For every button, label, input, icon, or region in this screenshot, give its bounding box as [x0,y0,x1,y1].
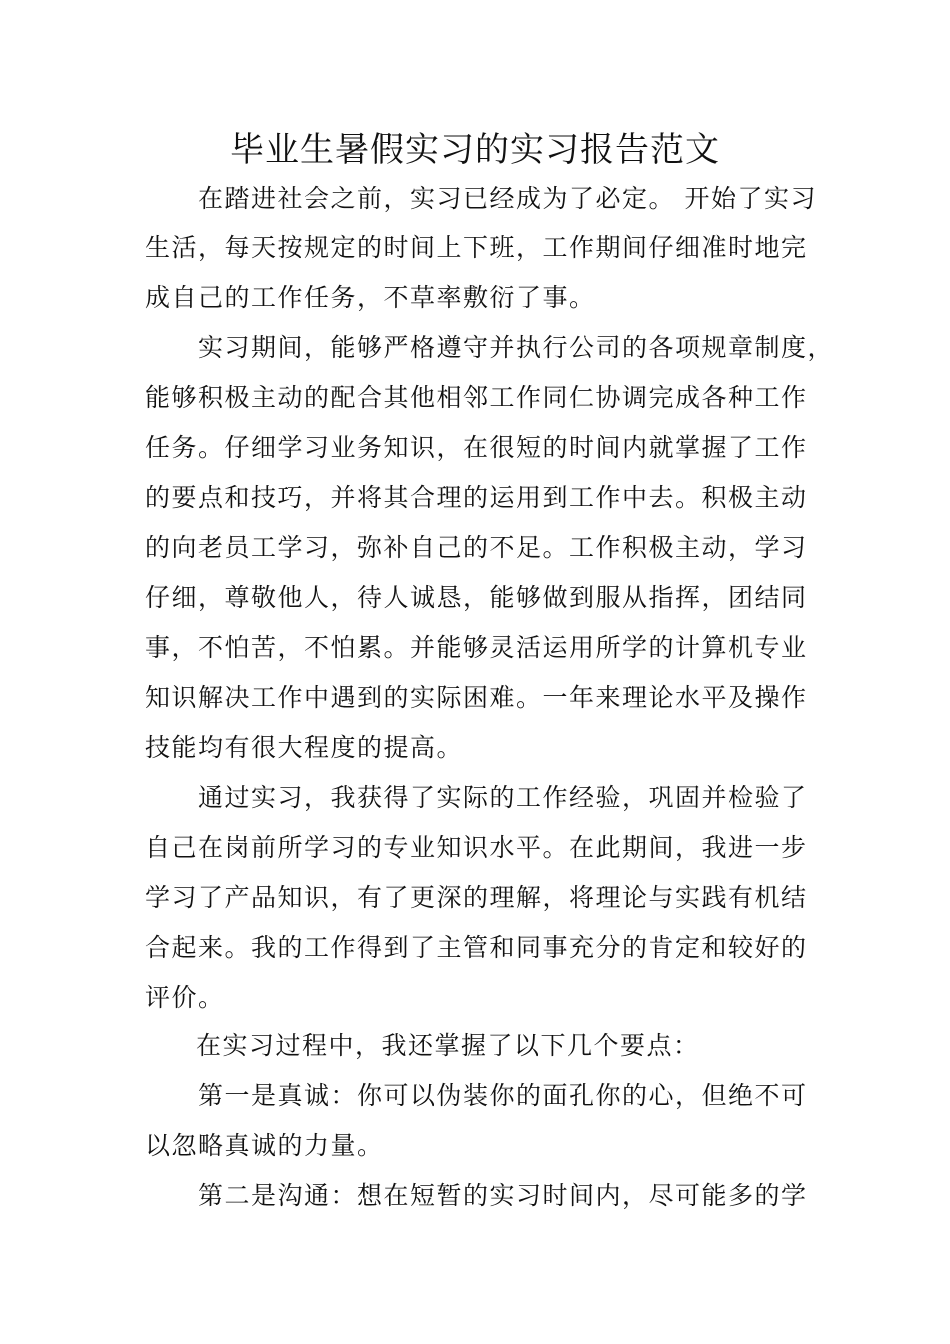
paragraph-line: 第一是真诚：你可以伪装你的面孔你的心，但绝不可 [198,1081,808,1110]
paragraph-line: 在踏进社会之前，实习已经成为了必定。 开始了实习 [198,184,817,213]
paragraph-line: 自己在岗前所学习的专业知识水平。在此期间，我进一步 [145,833,808,862]
paragraph-line: 的要点和技巧，并将其合理的运用到工作中去。积极主动 [145,483,808,512]
paragraph-line: 任务。仔细学习业务知识，在很短的时间内就掌握了工作 [145,433,808,462]
paragraph-line: 评价。 [145,983,225,1012]
paragraph-line: 仔细，尊敬他人，待人诚恳，能够做到服从指挥，团结同 [145,583,808,612]
document-title: 毕业生暑假实习的实习报告范文 [230,130,720,170]
paragraph-line: 以忽略真诚的力量。 [145,1131,384,1160]
paragraph-line: 技能均有很大程度的提高。 [145,733,464,762]
paragraph-line: 在实习过程中，我还掌握了以下几个要点： [196,1031,700,1060]
paragraph-line: 的向老员工学习，弥补自己的不足。工作积极主动，学习 [145,533,808,562]
paragraph-line: 合起来。我的工作得到了主管和同事充分的肯定和较好的 [145,933,808,962]
paragraph-line: 生活，每天按规定的时间上下班，工作期间仔细准时地完 [145,233,808,262]
paragraph-line: 知识解决工作中遇到的实际困难。一年来理论水平及操作 [145,683,808,712]
paragraph-line: 成自己的工作任务，不草率敷衍了事。 [145,283,596,312]
paragraph-line: 第二是沟通：想在短暂的实习时间内，尽可能多的学 [198,1181,808,1210]
paragraph-line: 能够积极主动的配合其他相邻工作同仁协调完成各种工作 [145,383,808,412]
paragraph-line: 通过实习，我获得了实际的工作经验，巩固并检验了 [198,783,808,812]
paragraph-line: 学习了产品知识，有了更深的理解，将理论与实践有机结 [145,883,808,912]
paragraph-line: 事，不怕苦，不怕累。并能够灵活运用所学的计算机专业 [145,633,808,662]
paragraph-line: 实习期间，能够严格遵守并执行公司的各项规章制度， [198,333,835,362]
